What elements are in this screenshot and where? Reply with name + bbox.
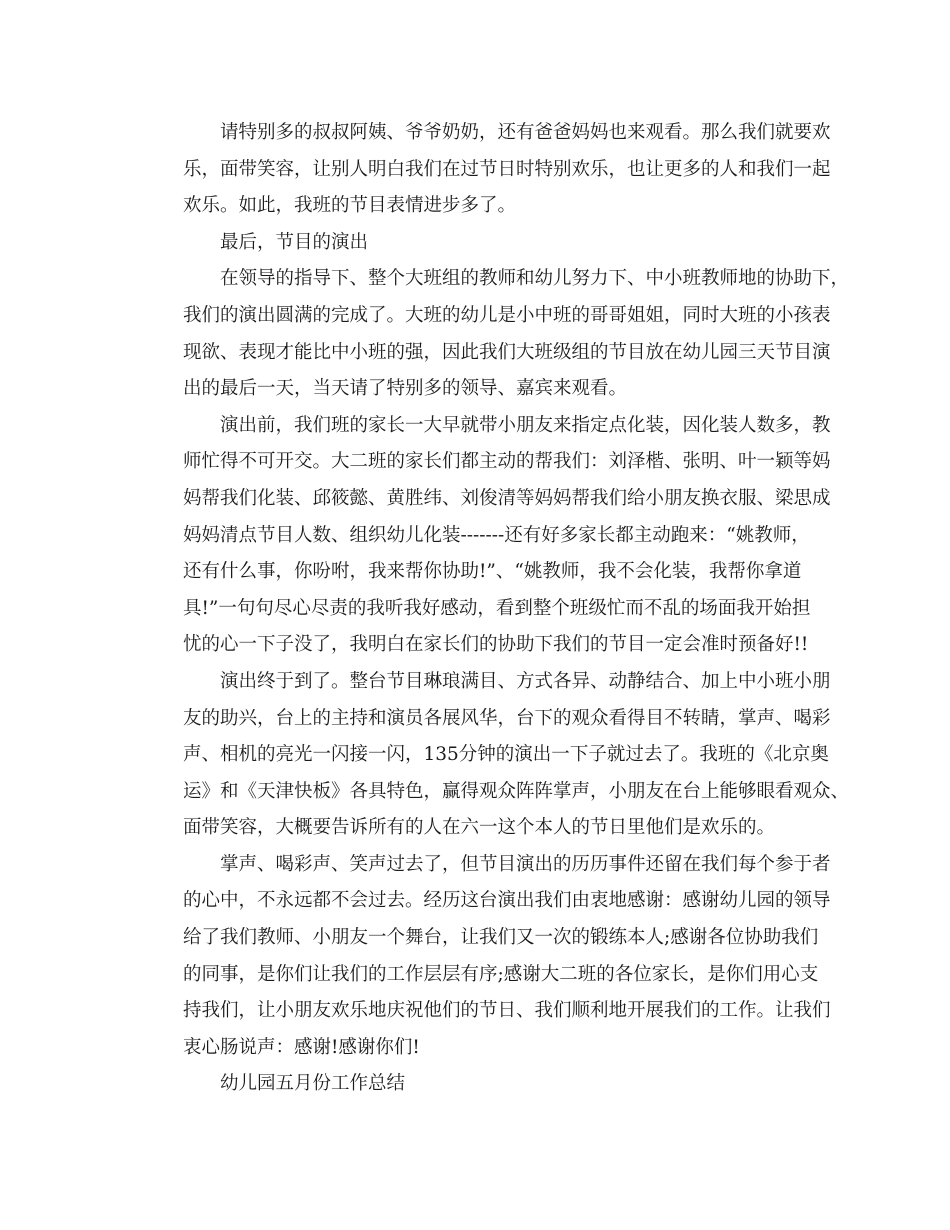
paragraph-6 xyxy=(146,847,831,1067)
text-line: 乐，面带笑容，让别人明白我们在过节日时特别欢乐，也让更多的人和我们一起 xyxy=(183,158,831,180)
paragraph-1 xyxy=(146,115,831,225)
text-line: 忧的心一下子没了，我明白在家长们的协助下我们的节目一定会准时预备好!! xyxy=(183,634,809,656)
text-line: 面带笑容，大概要告诉所有的人在六一这个本人的节日里他们是欢乐的。 xyxy=(183,817,776,839)
text-line: 请特别多的叔叔阿姨、爷爷奶奶，还有爸爸妈妈也来观看。那么我们就要欢 xyxy=(220,122,831,143)
text-line: 欢乐。如此，我班的节目表情进步多了。 xyxy=(183,195,517,217)
paragraph-2-heading xyxy=(146,225,816,262)
text-line: 师忙得不可开交。大二班的家长们都主动的帮我们：刘泽楷、张明、叶一颖等妈 xyxy=(183,451,831,473)
text-line: 演出前，我们班的家长一大早就带小朋友来指定点化装，因化装人数多，教 xyxy=(220,414,831,436)
text-line: 还有什么事，你吩咐，我来帮你协助!”、“姚教师，我不会化装，我帮你拿道 xyxy=(183,561,802,583)
section-heading: 最后，节目的演出 xyxy=(220,231,369,253)
text-line: 具!”一句句尽心尽责的我听我好感动，看到整个班级忙而不乱的场面我开始担 xyxy=(183,597,811,619)
text-line: 妈妈清点节目人数、组织幼儿化装-------还有好多家长都主动跑来：“姚教师， xyxy=(183,524,810,546)
text-line: 给了我们教师、小朋友一个舞台，让我们又一次的锻练本人;感谢各位协助我们 xyxy=(183,927,819,949)
text-line: 现欲、表现才能比中小班的强，因此我们大班级组的节目放在幼儿园三天节目演 xyxy=(183,341,831,363)
paragraph-3 xyxy=(146,261,850,407)
text-line: 我们的演出圆满的完成了。大班的幼儿是小中班的哥哥姐姐，同时大班的小孩表 xyxy=(183,304,831,326)
document-body xyxy=(146,115,850,1103)
paragraph-5 xyxy=(146,664,850,847)
text-line: 的心中，不永远都不会过去。经历这台演出我们由衷地感谢：感谢幼儿园的领导 xyxy=(183,890,831,912)
text-line: 妈帮我们化装、邱筱懿、黄胜纬、刘俊清等妈妈帮我们给小朋友换衣服、梁思成 xyxy=(183,487,831,509)
text-line: 声、相机的亮光一闪接一闪，135分钟的演出一下子就过去了。我班的《北京奥 xyxy=(183,744,829,766)
text-line: 在领导的指导下、整个大班组的教师和幼儿努力下、中小班教师地的协助下， xyxy=(220,268,850,290)
text-line: 出的最后一天，当天请了特别多的领导、嘉宾来观看。 xyxy=(183,378,628,400)
paragraph-4 xyxy=(146,408,831,664)
text-line: 持我们，让小朋友欢乐地庆祝他们的节日、我们顺利地开展我们的工作。让我们 xyxy=(183,1000,831,1022)
text-line: 运》和《天津快板》各具特色，赢得观众阵阵掌声，小朋友在台上能够眼看观众、 xyxy=(183,780,850,802)
next-section-title: 幼儿园五月份工作总结 xyxy=(220,1073,406,1095)
text-line: 的同事，是你们让我们的工作层层有序;感谢大二班的各位家长，是你们用心支 xyxy=(183,963,819,985)
text-line: 演出终于到了。整台节目琳琅满目、方式各异、动静结合、加上中小班小朋 xyxy=(220,670,831,692)
text-line: 衷心肠说声：感谢!感谢你们! xyxy=(183,1036,420,1058)
text-line: 掌声、喝彩声、笑声过去了，但节目演出的历历事件还留在我们每个参于者 xyxy=(220,853,831,875)
text-line: 友的助兴，台上的主持和演员各展风华，台下的观众看得目不转睛，掌声、喝彩 xyxy=(183,707,831,729)
paragraph-7-title xyxy=(146,1066,816,1103)
